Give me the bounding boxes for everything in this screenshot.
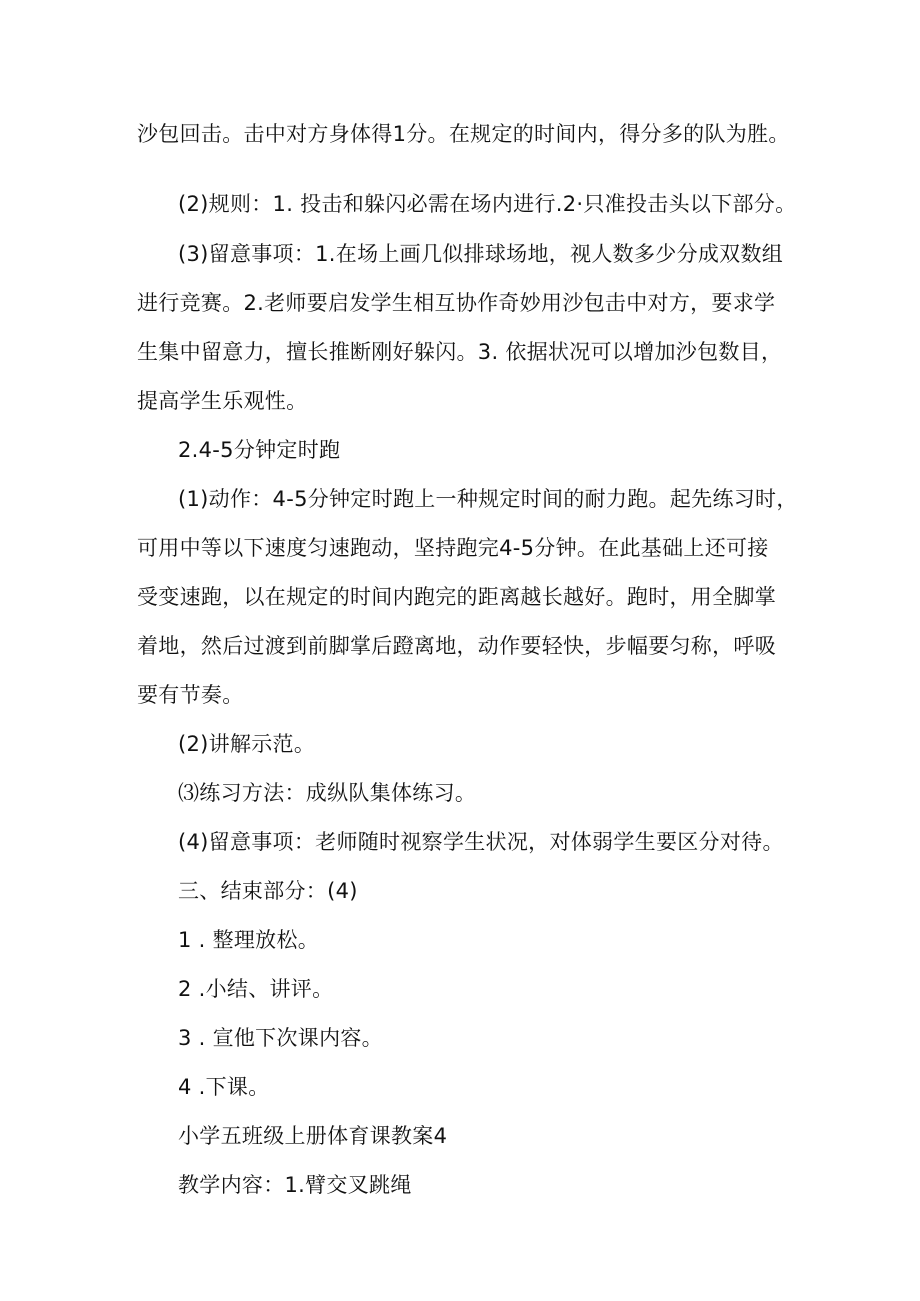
demo-line: (2)讲解示范。 xyxy=(178,732,316,756)
section-heading: 三、结束部分：(4) xyxy=(178,879,358,903)
paragraph-line: 要有节奏。 xyxy=(137,683,244,707)
notes-line: (3)留意事项：1.在场上画几似排球场地，视人数多少分成双数组 xyxy=(178,242,784,266)
rule-line: (2)规则：1. 投击和躲闪必需在场内进行.2·只准投击头以下部分。 xyxy=(178,192,797,216)
paragraph-line: 受变速跑，以在规定的时间内跑完的距离越长越好。跑时，用全脚掌 xyxy=(137,585,776,609)
notes-line: (4)留意事项：老师随时视察学生状况，对体弱学生要区分对待。 xyxy=(178,830,784,854)
teaching-content-line: 教学内容：1.臂交叉跳绳 xyxy=(178,1173,412,1197)
list-item: 4 .下课。 xyxy=(178,1075,270,1099)
method-line: ⑶练习方法：成纵队集体练习。 xyxy=(178,781,477,805)
paragraph-line: 提高学生乐观性。 xyxy=(137,389,308,413)
paragraph-line: 沙包回击。击中对方身体得1分。在规定的时间内，得分多的队为胜。 xyxy=(137,122,790,146)
action-line: (1)动作：4-5分钟定时跑上一种规定时间的耐力跑。起先练习时， xyxy=(178,487,798,511)
list-item: 2 .小结、讲评。 xyxy=(178,977,334,1001)
paragraph-line: 生集中留意力，擅长推断刚好躲闪。3. 依据状况可以增加沙包数目， xyxy=(137,340,783,364)
list-item: 3 . 宣他下次课内容。 xyxy=(178,1026,383,1050)
paragraph-line: 可用中等以下速度匀速跑动，坚持跑完4-5分钟。在此基础上还可接 xyxy=(137,536,769,560)
section-heading: 2.4-5分钟定时跑 xyxy=(178,438,341,462)
list-item: 1 . 整理放松。 xyxy=(178,928,320,952)
paragraph-line: 着地，然后过渡到前脚掌后蹬离地，动作要轻快，步幅要匀称，呼吸 xyxy=(137,634,776,658)
paragraph-line: 进行竞赛。2.老师要启发学生相互协作奇妙用沙包击中对方，要求学 xyxy=(137,291,776,315)
lesson-title: 小学五班级上册体育课教案4 xyxy=(178,1124,448,1148)
